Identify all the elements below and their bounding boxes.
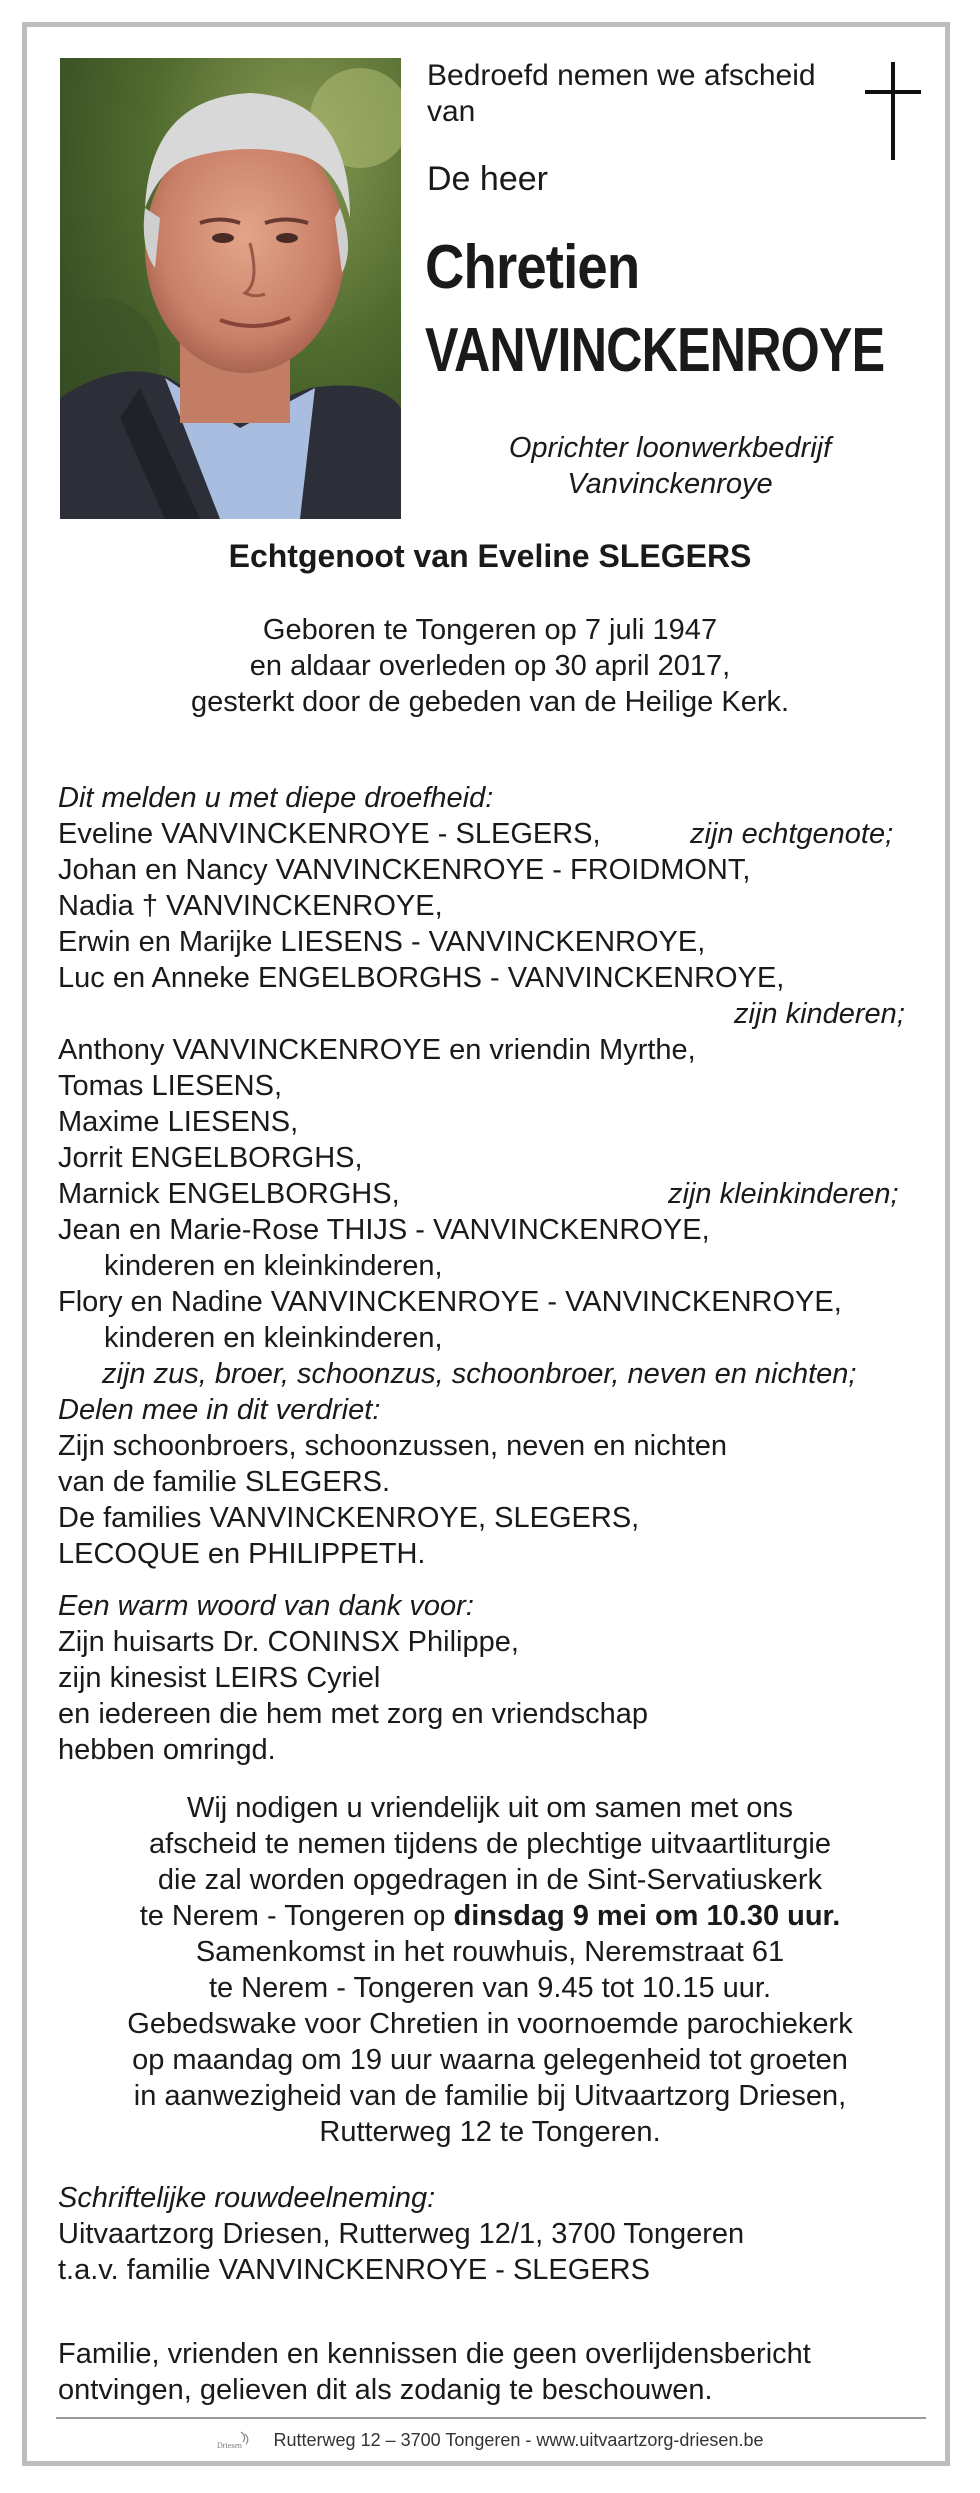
grandchildren-role: zijn kleinkinderen;: [668, 1178, 899, 1210]
ceremony-line-10: Rutterweg 12 te Tongeren.: [319, 2116, 661, 2148]
logo-text: Driesen: [216, 2441, 242, 2451]
intro-line-1: Bedroefd nemen we afscheid: [427, 59, 816, 92]
thanks-section: [58, 1588, 648, 1768]
condolence-line-2: t.a.v. familie VANVINCKENROYE - SLEGERS: [58, 2254, 650, 2286]
thanks-heading: Een warm woord van dank voor:: [58, 1590, 474, 1622]
condolence-heading: Schriftelijke rouwdeelneming:: [58, 2182, 436, 2214]
spouse-heading: Echtgenoot van Eveline SLEGERS: [228, 538, 752, 574]
children-role: zijn kinderen;: [734, 998, 905, 1030]
child-1: Johan en Nancy VANVINCKENROYE - FROIDMONT,: [58, 854, 751, 886]
condolence-section: [58, 2180, 744, 2288]
share-heading: Delen mee in dit verdriet:: [58, 1394, 381, 1426]
condolence-line-1: Uitvaartzorg Driesen, Rutterweg 12/1, 3700 Tongeren: [58, 2218, 745, 2250]
share-line-2: van de familie SLEGERS.: [58, 1466, 391, 1498]
cross-icon: [865, 62, 921, 160]
birth-line-1: Geboren te Tongeren op 7 juli 1947: [262, 614, 718, 646]
grandchild-5: Marnick ENGELBORGHS,: [58, 1178, 400, 1210]
spouse-role: zijn echtgenote;: [690, 818, 894, 850]
child-3: Erwin en Marijke LIESENS - VANVINCKENROYE,: [58, 926, 706, 958]
grandchild-3: Maxime LIESENS,: [58, 1106, 299, 1138]
ceremony-line-7: Gebedswake voor Chretien in voornoemde parochiekerk: [127, 2008, 853, 2040]
closing-section: [58, 2336, 811, 2408]
birth-line-3: gesterkt door de gebeden van de Heilige Kerk.: [190, 686, 790, 718]
grandchild-4: Jorrit ENGELBORGHS,: [58, 1142, 363, 1174]
intro-text: [427, 58, 816, 130]
family-section: [58, 780, 905, 1572]
closing-line-2: ontvingen, gelieven dit als zodanig te beschouwen.: [58, 2374, 713, 2406]
occupation: [470, 430, 870, 502]
closing-line-1: Familie, vrienden en kennissen die geen overlijdensbericht: [58, 2338, 811, 2370]
spouse-name: Eveline VANVINCKENROYE - SLEGERS,: [58, 818, 601, 850]
footer-divider: [56, 2417, 926, 2419]
footer: [0, 2430, 980, 2452]
family-heading: Dit melden u met diepe droefheid:: [58, 782, 494, 814]
ceremony-place: te Nerem - Tongeren op: [139, 1900, 454, 1932]
child-4: Luc en Anneke ENGELBORGHS - VANVINCKENROYE,: [58, 962, 785, 994]
ceremony-line-2: afscheid te nemen tijdens de plechtige uitvaartliturgie: [149, 1828, 831, 1860]
birth-death-info: [0, 612, 980, 720]
occupation-line-2: Vanvinckenroye: [567, 468, 773, 500]
driesen-logo-icon: [217, 2430, 255, 2452]
ceremony-line-3: die zal worden opgedragen in de Sint-Servatiuskerk: [157, 1864, 823, 1896]
sibling-1-descendants: kinderen en kleinkinderen,: [104, 1250, 443, 1282]
grandchild-2: Tomas LIESENS,: [58, 1070, 283, 1102]
ceremony-line-8: op maandag om 19 uur waarna gelegenheid tot groeten: [132, 2044, 848, 2076]
ceremony-line-6: te Nerem - Tongeren van 9.45 tot 10.15 uur.: [208, 1972, 772, 2004]
ceremony-line-1: Wij nodigen u vriendelijk uit om samen met ons: [186, 1792, 794, 1824]
title-honorific: De heer: [427, 160, 548, 198]
ceremony-line-9: in aanwezigheid van de familie bij Uitvaartzorg Driesen,: [133, 2080, 847, 2112]
occupation-line-1: Oprichter loonwerkbedrijf: [508, 432, 832, 464]
thanks-line-2: zijn kinesist LEIRS Cyriel: [58, 1662, 381, 1694]
sibling-1: Jean en Marie-Rose THIJS - VANVINCKENROYE,: [58, 1214, 710, 1246]
ceremony-date: dinsdag 9 mei om 10.30 uur.: [453, 1900, 841, 1932]
ceremony-line-5: Samenkomst in het rouwhuis, Neremstraat 61: [195, 1936, 785, 1968]
share-line-1: Zijn schoonbroers, schoonzussen, neven en nichten: [58, 1430, 728, 1462]
thanks-line-1: Zijn huisarts Dr. CONINSX Philippe,: [58, 1626, 519, 1658]
siblings-role-row: [58, 1356, 857, 1392]
share-line-4: LECOQUE en PHILIPPETH.: [58, 1538, 426, 1570]
footer-text: Rutterweg 12 – 3700 Tongeren - www.uitvaartzorg-driesen.be: [273, 2430, 764, 2450]
grandchild-last-row: [58, 1176, 899, 1212]
thanks-line-3: en iedereen die hem met zorg en vriendschap: [58, 1698, 649, 1730]
spouse-row: [58, 816, 894, 852]
ceremony-line-4: [0, 1898, 980, 1934]
children-role-row: [58, 996, 905, 1032]
thanks-line-4: hebben omringd.: [58, 1734, 276, 1766]
intro-line-2: van: [427, 95, 476, 128]
portrait-image: [60, 58, 401, 519]
deceased-first-name: Chretien: [425, 233, 640, 302]
sibling-2: Flory en Nadine VANVINCKENROYE - VANVINCKENROYE,: [58, 1286, 842, 1318]
portrait-photo: [60, 58, 401, 519]
siblings-role: zijn zus, broer, schoonzus, schoonbroer, neven en nichten;: [102, 1358, 857, 1390]
ceremony-section: [0, 1790, 980, 2150]
birth-line-2: en aldaar overleden op 30 april 2017,: [249, 650, 731, 682]
grandchild-1: Anthony VANVINCKENROYE en vriendin Myrthe,: [58, 1034, 696, 1066]
share-line-3: De families VANVINCKENROYE, SLEGERS,: [58, 1502, 640, 1534]
deceased-last-name: VANVINCKENROYE: [425, 316, 885, 385]
child-2: Nadia † VANVINCKENROYE,: [58, 890, 443, 922]
sibling-2-descendants: kinderen en kleinkinderen,: [104, 1322, 443, 1354]
